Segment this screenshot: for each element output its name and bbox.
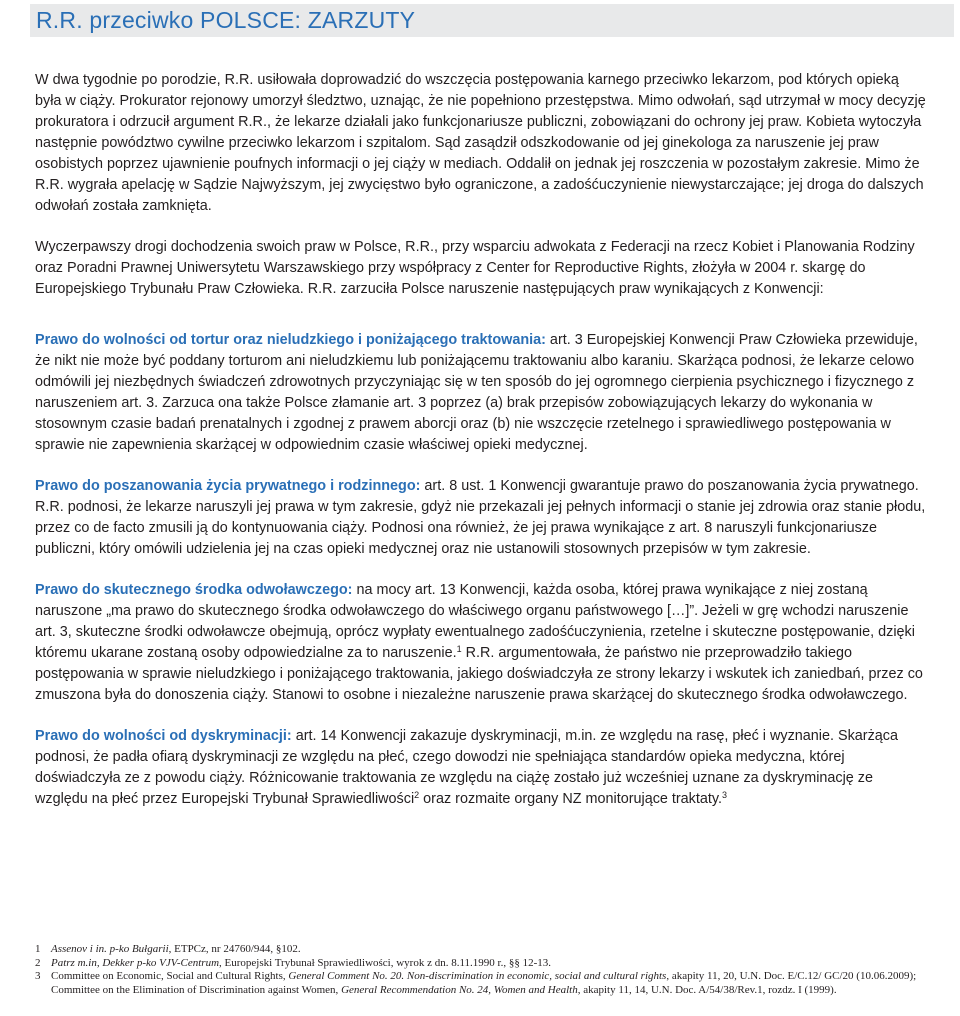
footnote-italic: Patrz m.in, Dekker p-ko VJV-Centrum — [51, 956, 220, 969]
footnote-text — [51, 957, 927, 971]
footnote-text — [51, 970, 927, 997]
footnotes — [35, 943, 927, 997]
footnote-ref-1[interactable]: 1 — [456, 644, 462, 654]
right-discrimination-paragraph — [35, 726, 927, 810]
footnote-ref-3[interactable]: 3 — [722, 790, 728, 800]
right-discrimination-text: art. 14 Konwencji zakazuje dyskryminacji, m.in. ze względu na rasę, płeć i wyznanie. Skarżąca podnosi, że padła ofiarą dyskryminacji ze względu na płeć, czego dowodzi nie spełniająca standardów opieka medyczna, której doświadczyła ze z powodu ciąży. Różnicowanie traktowania ze względu na ciążę zostało już wcześniej uznane za dyskryminację ze względu na płeć przez Europejski Trybunał Sprawiedliwości — [35, 728, 898, 807]
right-remedy-text-after: R.R. argumentowała, że państwo nie przeprowadziło takiego postępowania w sprawie nieludzkiego i poniżającego traktowania, jakiego doświadczyła ze strony lekarzy i wskutek ich zaniedbań, przez co zmuszona była do donoszenia ciąży. Stanowi to osobne i niezależne naruszenie prawa skarżącej do skutecznego środka odwoławczego. — [35, 645, 923, 703]
right-remedy-paragraph — [35, 580, 927, 706]
footnote-number: 3 — [35, 970, 41, 983]
footnote-rest: , Europejski Trybunał Sprawiedliwości, wyrok z dn. 8.11.1990 r., §§ 12-13. — [219, 956, 552, 969]
footnote-1 — [35, 943, 927, 957]
page-title: R.R. przeciwko POLSCE: ZARZUTY — [36, 7, 416, 33]
right-privacy-heading: Prawo do poszanowania życia prywatnego i rodzinnego: — [35, 478, 421, 494]
footnote-2 — [35, 957, 927, 971]
footnote-italic-a: General Comment No. 20. Non-discrimination in economic, social and cultural rights — [288, 970, 667, 983]
footnote-rest: , ETPCz, nr 24760/944, §102. — [168, 943, 301, 955]
right-privacy-paragraph — [35, 476, 927, 560]
footnote-ref-2[interactable]: 2 — [414, 790, 420, 800]
right-torture-heading: Prawo do wolności od tortur oraz nieludzkiego i poniżającego traktowania: — [35, 332, 546, 348]
footnote-italic-b: General Recommendation No. 24, Women and Health — [341, 983, 578, 996]
footnote-text — [51, 943, 927, 957]
footnote-number: 1 — [35, 943, 41, 955]
right-privacy-text: art. 8 ust. 1 Konwencji gwarantuje prawo do poszanowania życia prywatnego. R.R. podnosi, że lekarze naruszyli jej prawa w tym zakresie, gdyż nie przekazali jej pełnych informacji o stanie jej zdrowia oraz stanie płodu, przez co de facto zmusili ją do kontynuowania ciąży. Podnosi ona również, że jej prawa wynikające z art. 8 naruszyli funkcjonariusze publiczni, który omówili udzielenia jej na czas opieki medycznej oraz nie ustanowili stosownych przepisów w tym zakresie. — [35, 478, 926, 557]
right-discrimination-heading: Prawo do wolności od dyskryminacji: — [35, 728, 292, 744]
footnote-part-c: , akapity 11, 14, U.N. Doc. A/54/38/Rev.1, rozdz. I (1999). — [577, 983, 837, 996]
footnote-number: 2 — [35, 956, 41, 969]
document-body — [35, 70, 927, 830]
footnote-italic: Assenov i in. p-ko Bułgarii — [51, 943, 169, 955]
right-remedy-text: na mocy art. 13 Konwencji, każda osoba, której prawa wynikające z niej zostaną naruszone „ma prawo do skutecznego środka odwoławczego do właściwego organu państwowego […]”. Jeżeli w grę wchodzi naruszenie art. 3, skuteczne środki odwoławcze obejmują, oprócz wypłaty ewentualnego zadośćuczynienia, rzetelne i skuteczne postępowanie, dzięki któremu ukarane zostaną osoby odpowiedzialne za to naruszenie. — [35, 582, 915, 661]
right-torture-paragraph — [35, 330, 927, 456]
right-torture-text: art. 3 Europejskiej Konwencji Praw Człowieka przewiduje, że nikt nie może być poddany torturom ani nieludzkiemu lub poniżającemu traktowaniu albo karaniu. Skarżąca podnosi, że lekarze celowo odmówili jej niezbędnych świadczeń zdrowotnych przyczyniając się w ten sposób do jej ogromnego cierpienia psychicznego i fizycznego z naruszeniem art. 3. Zarzuca ona także Polsce złamanie art. 3 poprzez (a) brak przepisów zobowiązujących lekarzy do wykonania w stosownym czasie badań prenatalnych i zgodnej z prawem aborcji oraz (b) nie wszczęcie rzetelnego i sprawiedliwego postępowania w sprawie nie zapewnienia skarżącej w odpowiednim czasie właściwej opieki medycznej. — [35, 332, 918, 453]
right-discrimination-text-after: oraz rozmaite organy NZ monitorujące traktaty. — [419, 791, 723, 807]
title-bar — [30, 4, 954, 37]
footnote-part-a: Committee on Economic, Social and Cultural Rights, — [51, 970, 289, 983]
footnote-part-b: , akapity 11, 20, U.N. Doc. E/C.12/ GC/20 (10.06.2009); Committee on the Elimination of Discrimination against Women, — [51, 970, 917, 996]
footnote-3 — [35, 970, 927, 997]
right-remedy-heading: Prawo do skutecznego środka odwoławczego: — [35, 582, 353, 598]
intro-paragraph-2: Wyczerpawszy drogi dochodzenia swoich praw w Polsce, R.R., przy wsparciu adwokata z Federacji na rzecz Kobiet i Planowania Rodziny oraz Poradni Prawnej Uniwersytetu Warszawskiego przy współpracy z Center for Reproductive Rights, złożyła w 2004 r. skargę do Europejskiego Trybunału Praw Człowieka. R.R. zarzuciła Polsce naruszenie następujących praw wynikających z Konwencji: — [35, 239, 915, 297]
intro-paragraph-1: W dwa tygodnie po porodzie, R.R. usiłowała doprowadzić do wszczęcia postępowania karnego przeciwko lekarzom, pod których opieką była w ciąży. Prokurator rejonowy umorzył śledztwo, uznając, że nie popełniono przestępstwa. Mimo odwołań, sąd utrzymał w mocy decyzję prokuratora i odrzucił argument R.R., że lekarze działali jako funkcjonariusze publiczni, zobowiązani do ochrony jej praw. Kobieta wytoczyła następnie powództwo cywilne przeciwko lekarzom i szpitalom. Sąd zasądził odszkodowanie od jej ginekologa za naruszenie jej praw osobistych poprzez ujawnienie poufnych informacji o jej ciąży w mediach. Oddalił on jednak jej roszczenia w pozostałym zakresie. Mimo że R.R. wygrała apelację w Sądzie Najwyższym, jej zwycięstwo było ograniczone, a zadośćuczynienie niewystarczające; jej droga do dalszych odwołań została zamknięta. — [35, 72, 926, 214]
